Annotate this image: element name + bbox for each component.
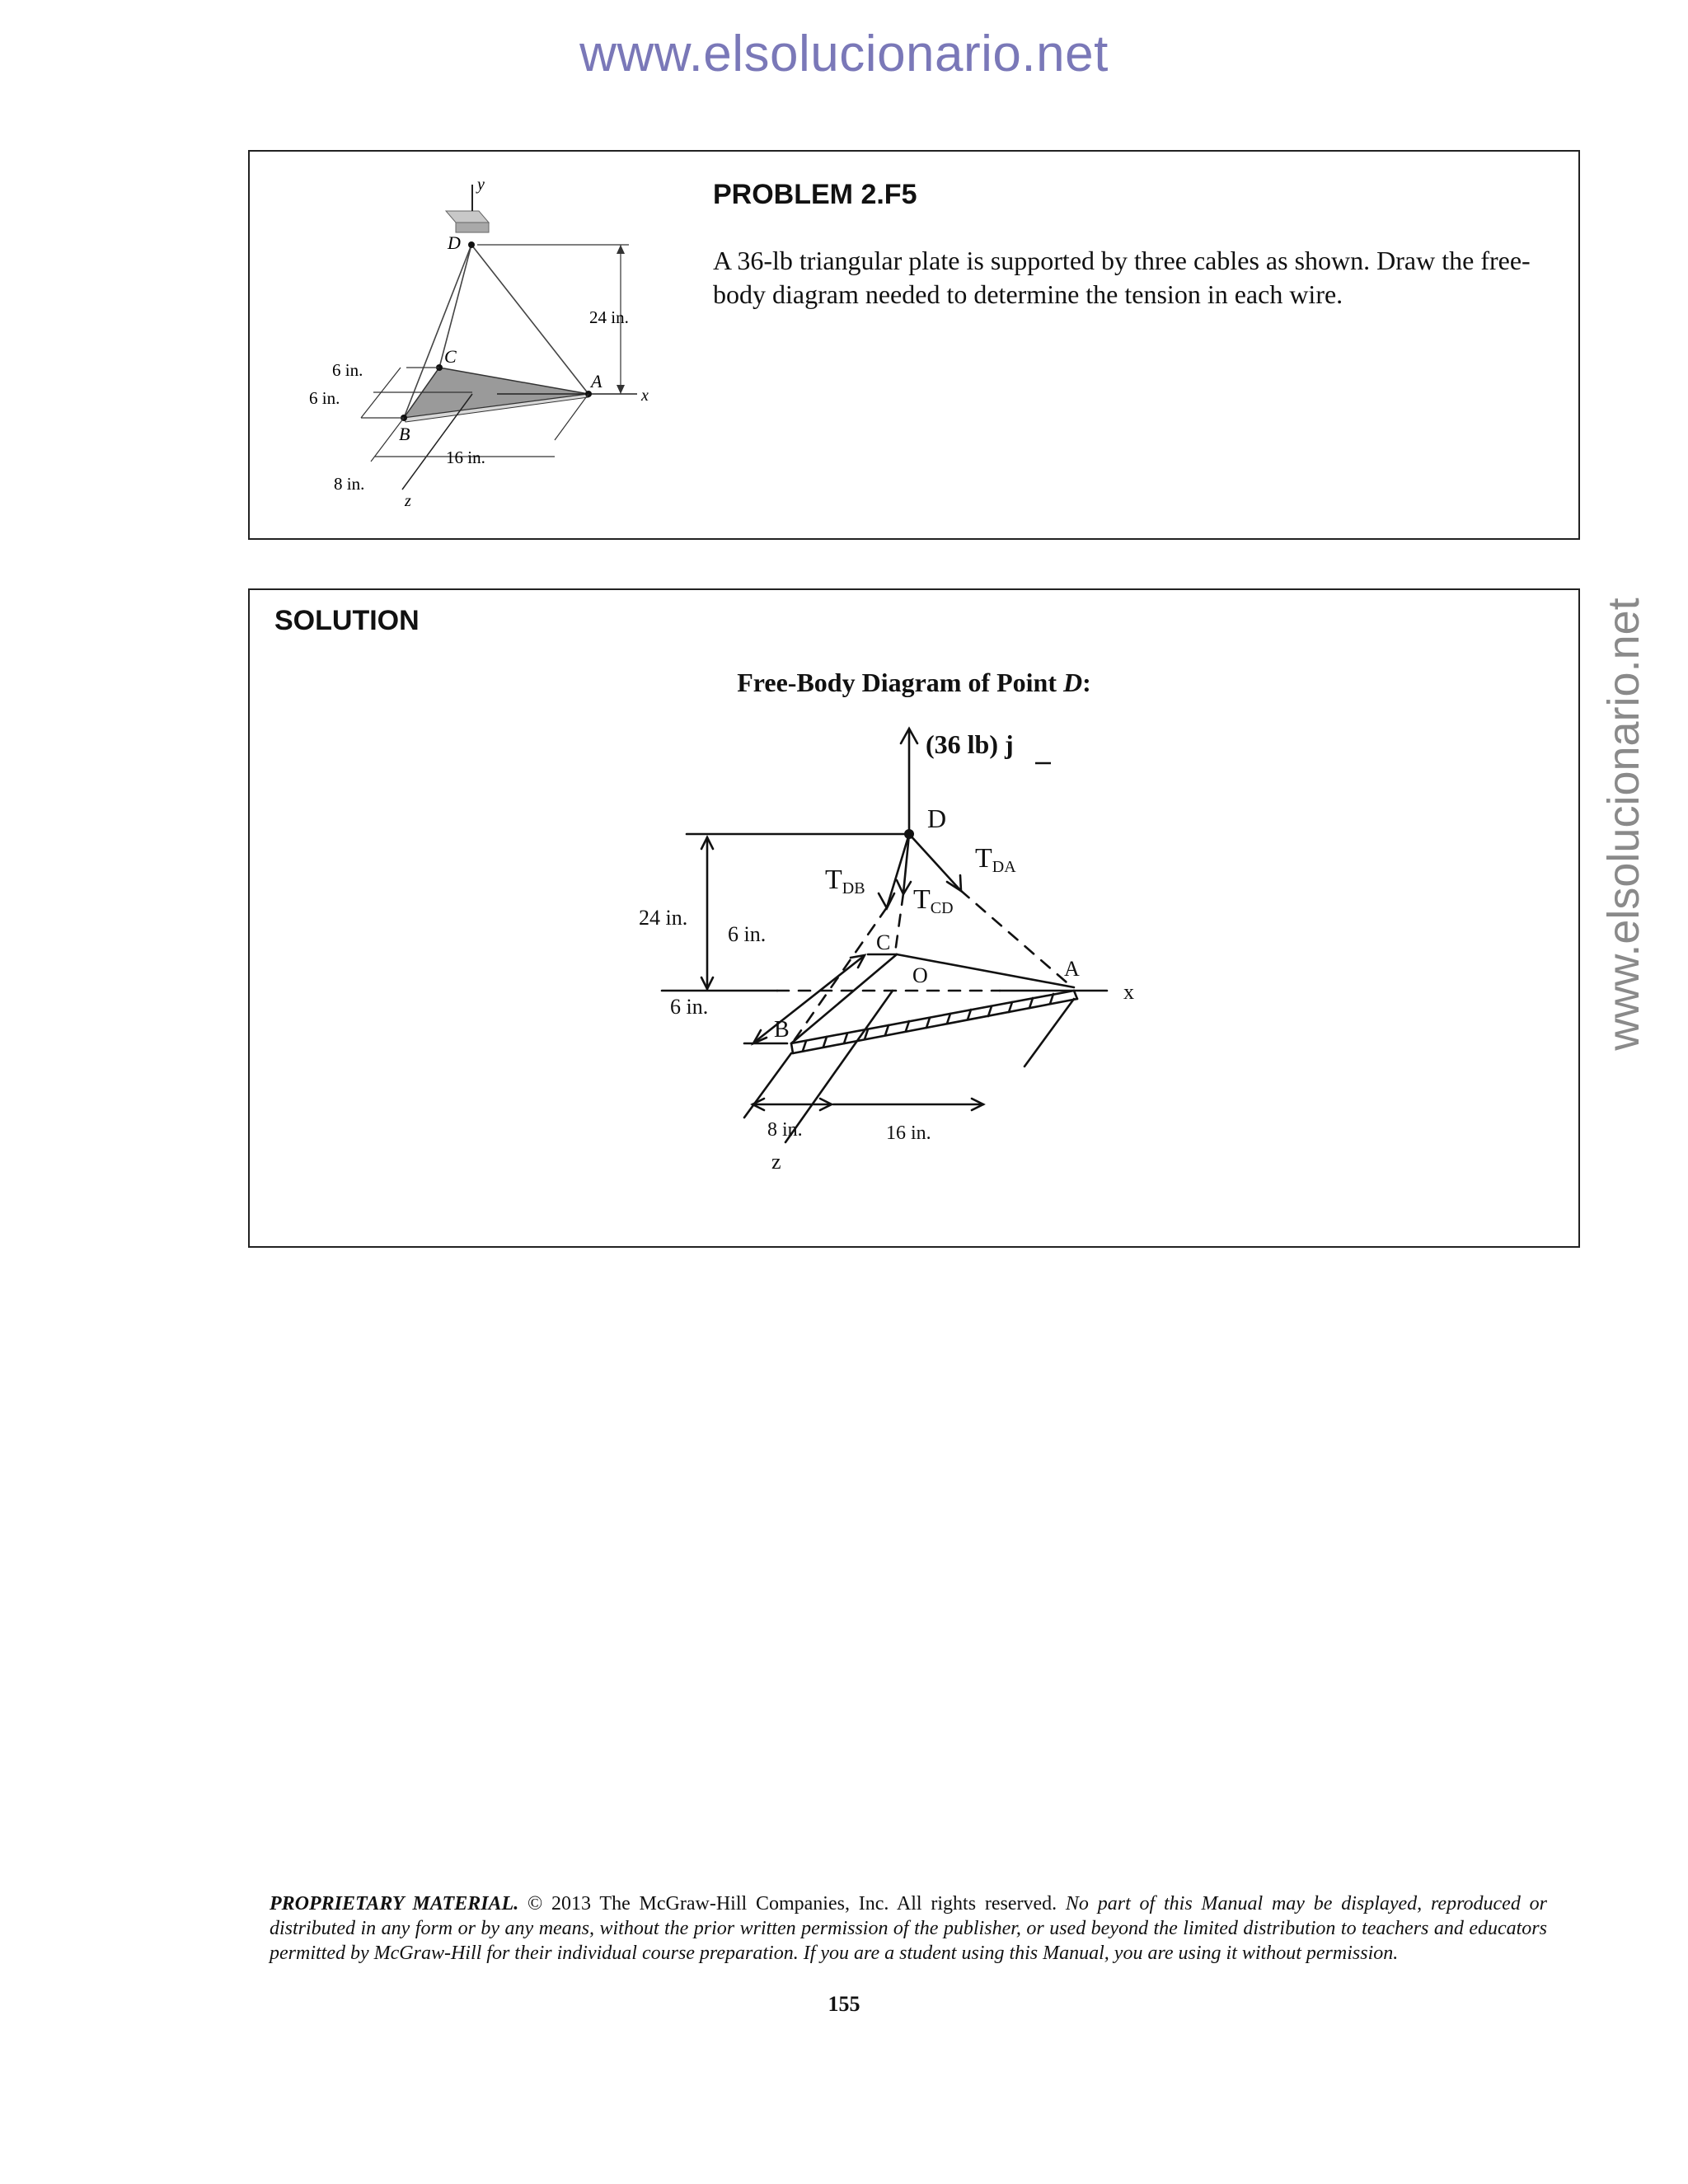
ceiling-support — [446, 211, 489, 223]
dim-24-label: 24 in. — [589, 307, 629, 327]
watermark-side: www.elsolucionario.net — [1599, 598, 1648, 1051]
fbd-z-axis-label: z — [771, 1150, 781, 1174]
fbd-point-b-label: B — [774, 1017, 790, 1043]
y-axis-label: y — [477, 176, 485, 194]
tension-da-label: TDA — [975, 843, 1016, 876]
footer-lead: PROPRIETARY MATERIAL. — [270, 1893, 519, 1915]
problem-figure — [283, 152, 695, 531]
problem-title: PROBLEM 2.F5 — [713, 179, 917, 210]
z-axis-label: z — [405, 492, 411, 510]
tension-cd-label: TCD — [913, 884, 954, 917]
problem-statement: A 36-lb triangular plate is supported by three cables as shown. Draw the free-body diagram needed to determine the tension in each wire. — [713, 246, 1531, 309]
dim-6a-label: 6 in. — [332, 360, 363, 380]
problem-box — [248, 150, 1580, 540]
free-body-diagram — [629, 714, 1288, 1192]
copyright-footer — [270, 1891, 1547, 1966]
fbd-dim-16-label: 16 in. — [886, 1122, 931, 1144]
footer-copyright: © 2013 The McGraw-Hill Companies, Inc. All rights reserved. — [518, 1893, 1066, 1915]
fbd-dim-6b-label: 6 in. — [670, 995, 709, 1019]
dim-16-label: 16 in. — [446, 448, 485, 467]
dim-6b-label: 6 in. — [309, 388, 340, 408]
fbd-point-c-label: C — [876, 930, 891, 954]
fbd-dim-24-label: 24 in. — [639, 906, 688, 930]
watermark-top: www.elsolucionario.net — [579, 26, 1109, 82]
x-axis-label: x — [641, 387, 649, 405]
cable-da — [471, 245, 588, 394]
fbd-point-o-label: O — [912, 963, 928, 987]
point-c-label: C — [444, 346, 457, 367]
fbd-caption — [250, 668, 1578, 698]
tension-db-label: TDB — [825, 865, 865, 898]
page-number: 155 — [828, 1992, 860, 2016]
fbd-x-axis-label: x — [1123, 980, 1134, 1004]
dim-8-label: 8 in. — [334, 474, 365, 494]
fbd-load-label: (36 lb) j — [926, 729, 1014, 759]
solution-box — [248, 588, 1580, 1248]
fbd-dim-8-label: 8 in. — [767, 1119, 803, 1141]
fbd-point-d-label: D — [927, 804, 947, 833]
fbd-caption-prefix: Free-Body Diagram of Point — [737, 668, 1063, 697]
point-a-label: A — [591, 371, 603, 391]
fbd-caption-point: D — [1063, 668, 1083, 697]
solution-title: SOLUTION — [274, 605, 420, 636]
fbd-point-a-label: A — [1064, 957, 1080, 981]
fbd-dim-6a-label: 6 in. — [728, 922, 767, 946]
point-b-label: B — [399, 424, 410, 444]
fbd-caption-suffix: : — [1082, 668, 1091, 697]
footer-notice: No part of this Manual may be displayed, reproduced or distributed in any form or by any means, without the prior written permission of the publisher, or used beyond the limited distribution to teachers and educators permitted by McGraw-Hill for their individual course preparation. If you are a student using this Manual, you are using it without permission. — [270, 1893, 1547, 1964]
point-d-label: D — [448, 232, 461, 253]
